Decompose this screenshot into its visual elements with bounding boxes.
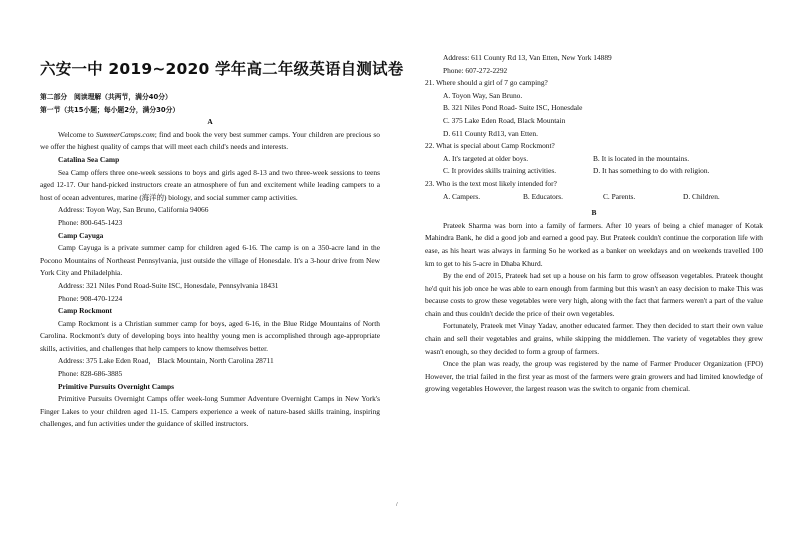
passage-b-paragraph: Fortunately, Prateek met Vinay Yadav, another educated farmer. They then decided to start their own value chain and sell their vegetables and grains, while skipping the middlemen. The variety of vegetables they grew wasn't enough, so they decided to form a group of farmers. [425,321,763,356]
page-title: 六安一中 2019~2020 学年高二年级英语自测试卷 [40,60,404,78]
option-23-b: B. Educators. [523,191,564,201]
camp-name: Camp Rockmont [58,306,112,316]
option-23-d: D. Children. [683,191,720,201]
option-22-a: A. It's targeted at older boys. [443,153,529,163]
passage-a-letter: A [207,117,213,127]
camp-phone: Phone: 800-645-1423 [58,217,123,227]
option-23-a: A. Campers. [443,191,481,201]
option-21-b: B. 321 Niles Pond Road- Suite ISC, Honesdale [443,103,583,113]
camp-description: Camp Rockmont is a Christian summer camp for boys, aged 6-16, in the Blue Ridge Mountains of North Carolina. Rockmont's duty of developing boys into healthy young men is accomplished through age-appropriate skills, activities, and challenges that help campers to know themselves better. [40,318,380,353]
option-21-d: D. 611 County Rd13, van Etten. [443,128,538,138]
website-link-text: SummerCamps.com [95,129,155,139]
option-21-c: C. 375 Lake Eden Road, Black Mountain [443,115,566,125]
options-22-row-1 [425,153,763,166]
right-column [425,52,763,396]
question-23: 23. Who is the text most likely intended for? [425,178,557,188]
subsection-heading: 第一节（共15小题；每小题2分，满分30分） [40,105,180,114]
option-22-d: D. It has something to do with religion. [593,166,710,176]
passage-b-paragraph: By the end of 2015, Prateek had set up a house on his farm to grow offseason vegetables. Prateek thought he'd quit his job once he was able to earn enough from farming but this wasn't an easy decision to make This was because costs to grow these vegetables were very high, along with the fact that farmers weren't a part of the value chain and thus couldn't decide the price of their own vegetables. [425,271,763,318]
camp-address: Address: Toyon Way, San Bruno, California 94066 [58,205,209,215]
option-23-c: C. Parents. [603,191,636,201]
camp-name: Camp Cayuga [58,230,104,240]
option-21-a: A. Toyon Way, San Bruno. [443,90,523,100]
camp-phone: Phone: 908-470-1224 [58,293,123,303]
passage-a-intro: Welcome to SummerCamps.com; find and book the very best summer camps. Your children are precious so we offer the highest quality of camps that will meet each child's needs and interests. [40,129,380,152]
passage-b-paragraph: Prateek Sharma was born into a family of farmers. After 10 years of being a chief manager of Kotak Mahindra Bank, he did a good job and earned a good pay. But Prateek couldn't continue the corporation life with ease, as his heart was always in farming So he worked as a banker on weekdays and on weekends travelled 100 km to get to his 5-acre in Dhaba Khurd. [425,220,763,268]
camp-description: Primitive Pursuits Overnight Camps offer week-long Summer Adventure Overnight Camps in New York's Finger Lakes to your children aged 11-15. Campers experience a week of nature-based skills training, inspiring challenges, and fun activities under the guidance of skilled instructors. [40,394,380,429]
section-heading: 第二部分 阅读理解（共两节，满分40分） [40,93,172,101]
camp-phone: Phone: 828-686-3885 [58,369,123,379]
page-mark: / [396,502,398,508]
passage-b-letter: B [591,208,597,218]
camp-address: Address: 611 County Rd 13, Van Etten, New York 14889 [443,53,612,62]
camp-description: Camp Cayuga is a private summer camp for children aged 6-16. The camp is on a 350-acre land in the Pocono Mountains of Northeast Pennsylvania, just outside the village of Honesdale. It's a 3-hour drive from New York City and Philadelphia. [40,243,380,278]
question-21: 21. Where should a girl of 7 go camping? [425,78,548,88]
camp-description: Sea Camp offers three one-week sessions to boys and girls aged 8-13 and two three-week sessions to teens aged 12-17. Our hand-picked instructors create an atmosphere of fun and excitement while leading campers to a host of ocean adventures, marine (海洋的) biology, and social summer camp activities. [40,167,380,202]
options-23-row [425,191,763,204]
camp-name: Catalina Sea Camp [58,154,120,164]
left-column [40,91,380,431]
options-22-row-2 [425,165,763,178]
option-22-c: C. It provides skills training activities. [443,166,557,176]
camp-address: Address: 375 Lake Eden Road， Black Mountain, North Carolina 28711 [58,356,274,366]
camp-phone: Phone: 607-272-2292 [443,65,508,75]
camp-name: Primitive Pursuits Overnight Camps [58,381,174,391]
camp-address: Address: 321 Niles Pond Road-Suite ISC, Honesdale, Pennsylvania 18431 [58,280,279,290]
question-22: 22. What is special about Camp Rockmont? [425,141,555,151]
passage-b-paragraph: Once the plan was ready, the group was registered by the name of Farmer Producer Organization (FPO) However, the trial failed in the first year as most of the farmers were grain growers and had limited knowledge of growing vegetables However, the largest reason was the switch to organic from chemical. [425,359,763,394]
option-22-b: B. It is located in the mountains. [593,153,690,163]
